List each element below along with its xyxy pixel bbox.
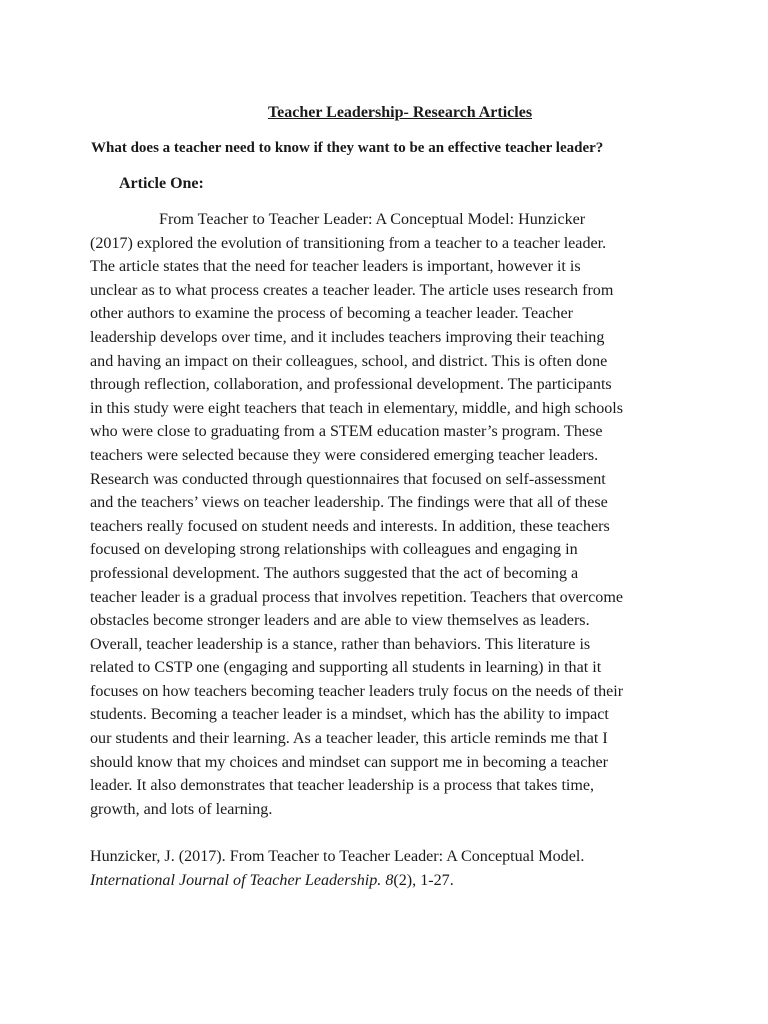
summary-line: unclear as to what process creates a teacher leader. The article uses research from xyxy=(90,281,614,299)
summary-line: obstacles become stronger leaders and are able to view themselves as leaders. xyxy=(90,612,590,630)
summary-line: Research was conducted through questionnaires that focused on self-assessment xyxy=(90,470,606,488)
summary-line: should know that my choices and mindset can support me in becoming a teacher xyxy=(90,753,608,771)
article-summary xyxy=(90,208,678,821)
reference-journal-line xyxy=(90,869,690,893)
summary-line: leader. It also demonstrates that teacher leadership is a process that takes time, xyxy=(90,777,595,795)
document-title: Teacher Leadership- Research Articles xyxy=(267,104,533,121)
summary-line: growth, and lots of learning. xyxy=(90,800,273,818)
summary-line: The article states that the need for teacher leaders is important, however it is xyxy=(90,258,581,276)
summary-line: related to CSTP one (engaging and supporting all students in learning) in that it xyxy=(90,659,602,677)
summary-line: our students and their learning. As a teacher leader, this article reminds me that I xyxy=(90,730,608,748)
summary-line: teachers were selected because they were considered emerging teacher leaders. xyxy=(90,446,599,464)
summary-line: and the teachers’ views on teacher leadership. The findings were that all of these xyxy=(90,494,608,512)
summary-line: Overall, teacher leadership is a stance, rather than behaviors. This literature is xyxy=(90,635,591,653)
summary-line: teacher leader is a gradual process that involves repetition. Teachers that overcome xyxy=(90,588,624,606)
summary-line: other authors to examine the process of becoming a teacher leader. Teacher xyxy=(90,305,573,323)
issue-pages: (2), 1-27. xyxy=(393,871,454,889)
summary-line: focuses on how teachers becoming teacher leaders truly focus on the needs of their xyxy=(90,682,624,700)
summary-line: students. Becoming a teacher leader is a mindset, which has the ability to impact xyxy=(90,706,609,724)
summary-line: leadership develops over time, and it includes teachers improving their teaching xyxy=(90,328,605,346)
guiding-question: What does a teacher need to know if they want to be an effective teacher leader? xyxy=(91,140,604,156)
summary-line: teachers really focused on student needs and interests. In addition, these teachers xyxy=(90,517,610,535)
summary-line: who were close to graduating from a STEM education master’s program. These xyxy=(90,423,603,441)
summary-line: and having an impact on their colleagues, school, and district. This is often done xyxy=(90,352,608,370)
summary-line: through reflection, collaboration, and professional development. The participants xyxy=(90,376,612,394)
summary-line: focused on developing strong relationships with colleagues and engaging in xyxy=(90,541,578,559)
summary-line: From Teacher to Teacher Leader: A Conceptual Model: Hunzicker xyxy=(159,211,586,228)
article-heading: Article One: xyxy=(119,175,204,192)
summary-line: professional development. The authors suggested that the act of becoming a xyxy=(90,564,579,582)
summary-line: (2017) explored the evolution of transitioning from a teacher to a teacher leader. xyxy=(90,234,607,252)
reference-line: Hunzicker, J. (2017). From Teacher to Teacher Leader: A Conceptual Model. xyxy=(90,848,585,865)
reference-citation xyxy=(90,845,690,892)
summary-line: in this study were eight teachers that teach in elementary, middle, and high schools xyxy=(90,399,624,417)
journal-name: International Journal of Teacher Leadership. 8 xyxy=(90,871,394,889)
